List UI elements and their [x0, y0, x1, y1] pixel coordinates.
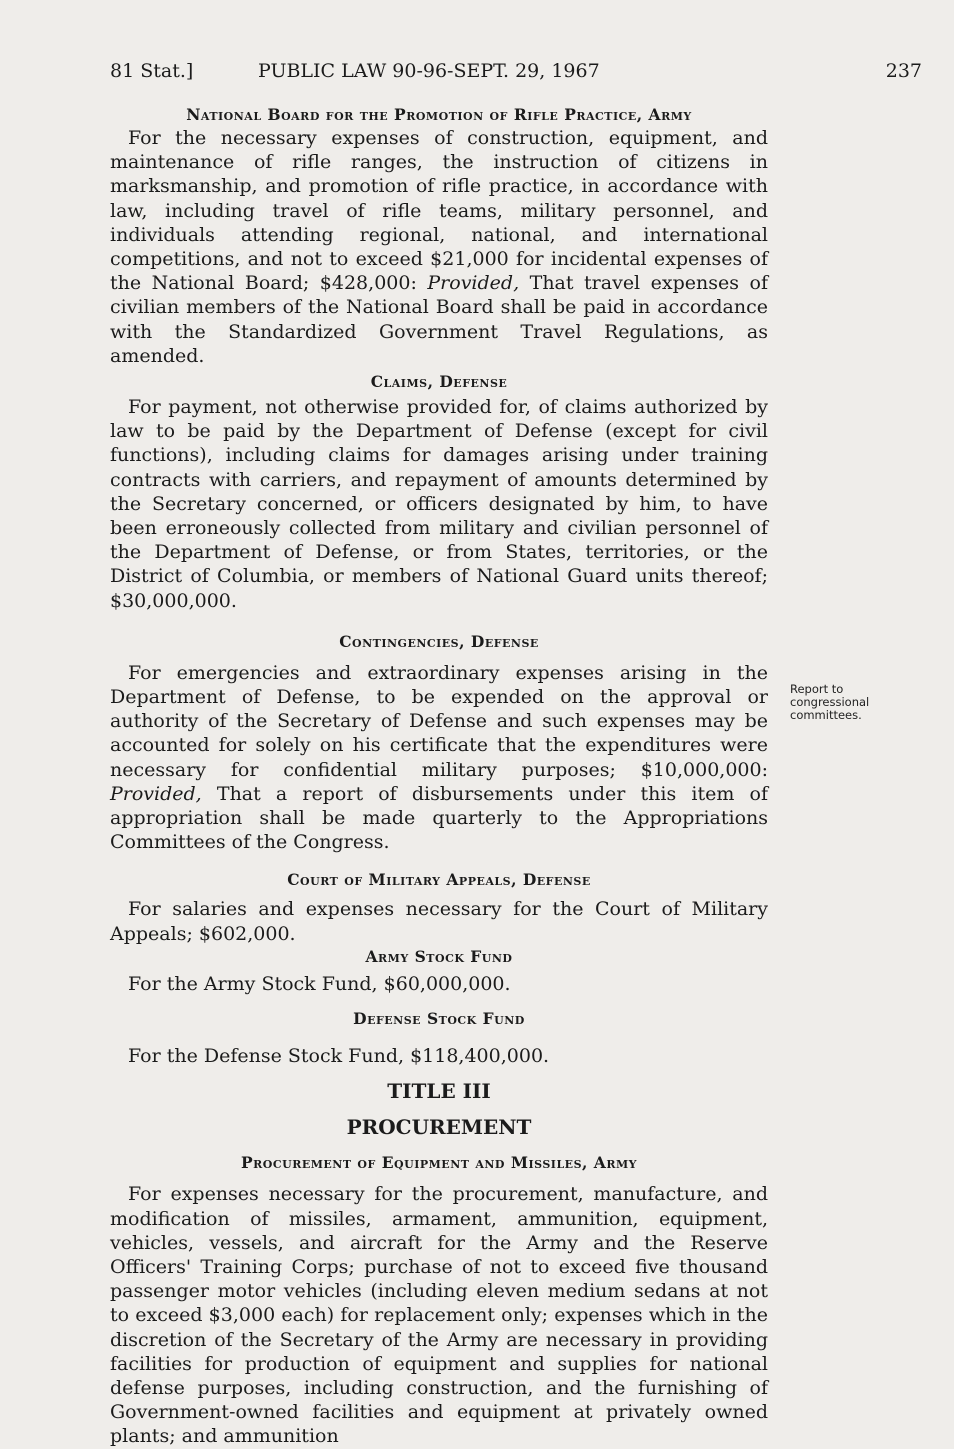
- section-heading-defense-stock-fund: Defense Stock Fund: [353, 1009, 525, 1029]
- running-header: [110, 60, 922, 90]
- public-law-title: PUBLIC LAW 90-96-SEPT. 29, 1967: [258, 60, 600, 82]
- document-body: [110, 104, 768, 1449]
- paragraph-text: That a report of disbursements under this item of appropriation shall be made quarterly to the Appropriations Committees of the Congress.: [110, 782, 768, 854]
- paragraph-army-stock-fund: For the Army Stock Fund, $60,000,000.: [128, 972, 511, 995]
- paragraph-text: For the necessary expenses of construction, equipment, and maintenance of rifle ranges, the instruction of citizens in marksmanship, and promotion of rifle practice, in accordance with law, including travel of rifle teams, military personnel, and individuals attending regional, national, and international competitions, and not to exceed $21,000 for incidental expenses of the National Board; $428,000:: [110, 127, 768, 295]
- statute-reference: 81 Stat.]: [110, 60, 194, 82]
- section-heading-army-stock-fund: Army Stock Fund: [365, 946, 513, 966]
- paragraph-contingencies: [110, 661, 768, 855]
- paragraph-rifle-practice: [110, 126, 768, 368]
- paragraph-text: That travel expenses of civilian members of the National Board shall be paid in accordance with the Standardized Government Travel Regulations, as amended.: [110, 272, 768, 367]
- section-heading-procurement: Procurement of Equipment and Missiles, Army: [240, 1153, 637, 1173]
- title-number: TITLE III: [387, 1079, 491, 1104]
- page-number: 237: [885, 60, 922, 82]
- paragraph-text: For emergencies and extraordinary expenses arising in the Department of Defense, to be expended on the approval or authority of the Secretary of Defense and such expenses may be accounted for solely on his certificate that the expenditures were necessary for confidential military purposes; $10,000,000:: [110, 661, 768, 781]
- section-heading-claims: Claims, Defense: [370, 372, 508, 392]
- title-name: PROCUREMENT: [346, 1115, 532, 1140]
- margin-note: Report to congressional committees.: [790, 682, 870, 722]
- paragraph-military-appeals: For salaries and expenses necessary for the Court of Military Appeals; $602,000.: [110, 898, 768, 945]
- section-heading-contingencies: Contingencies, Defense: [339, 631, 539, 651]
- section-heading-military-appeals: Court of Military Appeals, Defense: [287, 870, 591, 890]
- paragraph-defense-stock-fund: For the Defense Stock Fund, $118,400,000.: [128, 1045, 550, 1068]
- proviso-term: Provided,: [427, 272, 520, 295]
- proviso-term: Provided,: [110, 782, 202, 805]
- paragraph-claims: For payment, not otherwise provided for, of claims authorized by law to be paid by the Department of Defense (except for civil functions), including claims for damages arising under training contracts with carriers, and repayment of amounts determined by the Secretary concerned, or officers designated by him, to have been erroneously collected from military and civilian personnel of the Department of Defense, or from States, territories, or the District of Columbia, or members of National Guard units thereof; $30,000,000.: [110, 396, 768, 612]
- paragraph-procurement: For expenses necessary for the procurement, manufacture, and modification of missiles, armament, ammunition, equipment, vehicles, vessels, and aircraft for the Army and the Reserve Officers' Training Corps; purchase of not to exceed five thousand passenger motor vehicles (including eleven medium sedans at not to exceed $3,000 each) for replacement only; expenses which in the discretion of the Secretary of the Army are necessary in providing facilities for production of equipment and supplies for national defense purposes, including construction, and the furnishing of Government-owned facilities and equipment at privately owned plants; and ammunition: [110, 1183, 768, 1448]
- section-heading-rifle-practice: National Board for the Promotion of Rifle Practice, Army: [186, 105, 692, 124]
